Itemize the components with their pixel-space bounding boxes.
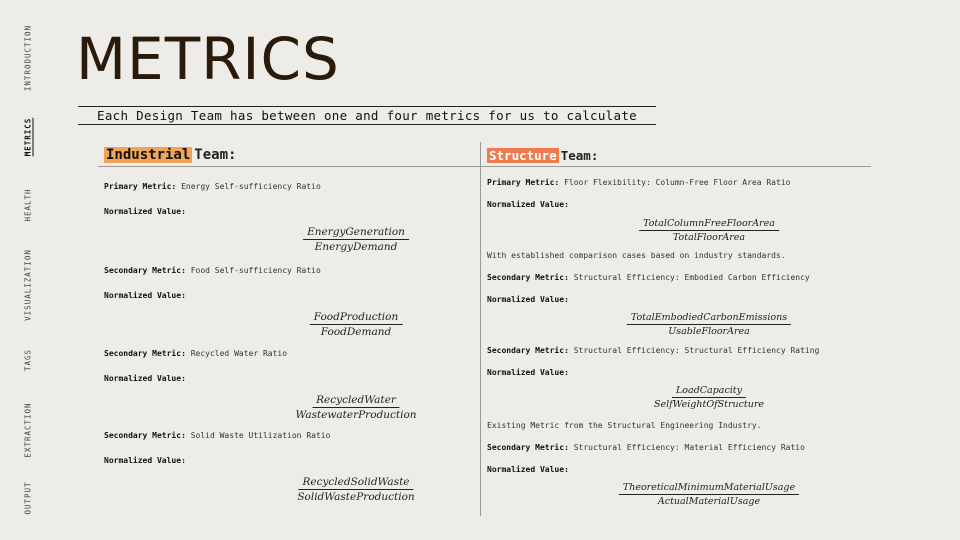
formula-numerator: TheoreticalMinimumMaterialUsage (619, 482, 799, 495)
secondary-metric (487, 273, 810, 282)
team-name-highlight: Industrial (106, 147, 191, 163)
embodied-carbon-formula (627, 312, 791, 337)
formula-numerator: TotalEmbodiedCarbonEmissions (627, 312, 791, 325)
formula-numerator: EnergyGeneration (303, 226, 409, 240)
formula-denominator: SelfWeightOfStructure (653, 399, 765, 410)
secondary-metric (487, 346, 819, 355)
primary-metric-label: Primary Metric: (487, 178, 560, 187)
primary-metric-value: Floor Flexibility: Column-Free Floor Area Ratio (564, 178, 791, 187)
secondary-metric-value: Structural Efficiency: Material Efficiency Ratio (573, 443, 805, 452)
normalized-value-label: Normalized Value: (104, 374, 186, 383)
column-free-ratio-formula (639, 218, 779, 243)
water-ratio-formula (291, 394, 420, 421)
nav-item-visualization[interactable]: VISUALIZATION (23, 249, 33, 321)
nav-item-extraction[interactable]: EXTRACTION (23, 402, 33, 458)
secondary-metric-value: Food Self-sufficiency Ratio (190, 266, 321, 275)
primary-metric-label: Primary Metric: (104, 182, 177, 191)
formula-numerator: FoodProduction (310, 311, 403, 325)
structure-team-heading (481, 144, 871, 167)
secondary-metric-value: Structural Efficiency: Embodied Carbon Efficiency (573, 273, 810, 282)
industrial-team-heading (98, 144, 480, 167)
secondary-metric-label: Secondary Metric: (487, 443, 569, 452)
team-label: Team: (560, 147, 599, 163)
page-title: METRICS (76, 25, 340, 93)
industrial-team-panel (98, 142, 480, 516)
secondary-metric-value: Recycled Water Ratio (190, 349, 288, 358)
secondary-metric (104, 266, 321, 275)
formula-denominator: UsableFloorArea (668, 326, 750, 337)
secondary-metric-label: Secondary Metric: (104, 431, 186, 440)
side-navigation (0, 0, 56, 540)
formula-denominator: WastewaterProduction (295, 409, 417, 421)
page-subtitle: Each Design Team has between one and four metrics for us to calculate (78, 106, 656, 125)
nav-item-tags[interactable]: TAGS (23, 348, 33, 372)
load-capacity-formula (650, 385, 768, 410)
normalized-value-label: Normalized Value: (104, 291, 186, 300)
formula-denominator: TotalFloorArea (672, 232, 746, 243)
food-ratio-formula (310, 311, 403, 338)
secondary-metric-label: Secondary Metric: (487, 346, 569, 355)
formula-denominator: EnergyDemand (314, 241, 398, 253)
note-text: With established comparison cases based on industry standards. (487, 251, 786, 260)
formula-denominator: SolidWasteProduction (297, 491, 415, 503)
team-label: Team: (194, 147, 237, 163)
primary-metric (104, 182, 321, 191)
normalized-value-label: Normalized Value: (487, 200, 569, 209)
nav-item-output[interactable]: OUTPUT (23, 481, 33, 515)
material-efficiency-formula (619, 482, 799, 507)
normalized-value-label: Normalized Value: (487, 368, 569, 377)
secondary-metric (104, 431, 330, 440)
team-name-highlight: Structure (489, 147, 557, 163)
normalized-value-label: Normalized Value: (487, 465, 569, 474)
primary-metric (487, 178, 790, 187)
formula-numerator: RecycledWater (312, 394, 400, 408)
formula-denominator: FoodDemand (320, 326, 392, 338)
formula-numerator: LoadCapacity (672, 385, 746, 398)
solid-waste-ratio-formula (293, 476, 418, 503)
nav-item-health[interactable]: HEALTH (23, 188, 33, 222)
primary-metric-value: Energy Self-sufficiency Ratio (181, 182, 321, 191)
nav-item-introduction[interactable]: INTRODUCTION (23, 24, 33, 92)
secondary-metric-value: Structural Efficiency: Structural Efficiency Rating (573, 346, 820, 355)
normalized-value-label: Normalized Value: (487, 295, 569, 304)
formula-denominator: ActualMaterialUsage (657, 496, 761, 507)
secondary-metric (487, 443, 805, 452)
nav-item-metrics[interactable]: METRICS (23, 117, 33, 157)
secondary-metric (104, 349, 287, 358)
normalized-value-label: Normalized Value: (104, 456, 186, 465)
secondary-metric-label: Secondary Metric: (487, 273, 569, 282)
normalized-value-label: Normalized Value: (104, 207, 186, 216)
secondary-metric-label: Secondary Metric: (104, 349, 186, 358)
note-text: Existing Metric from the Structural Engineering Industry. (487, 421, 762, 430)
secondary-metric-value: Solid Waste Utilization Ratio (190, 431, 331, 440)
formula-numerator: TotalColumnFreeFloorArea (639, 218, 779, 231)
formula-numerator: RecycledSolidWaste (298, 476, 413, 490)
secondary-metric-label: Secondary Metric: (104, 266, 186, 275)
structure-team-panel (480, 142, 871, 516)
energy-ratio-formula (303, 226, 409, 253)
